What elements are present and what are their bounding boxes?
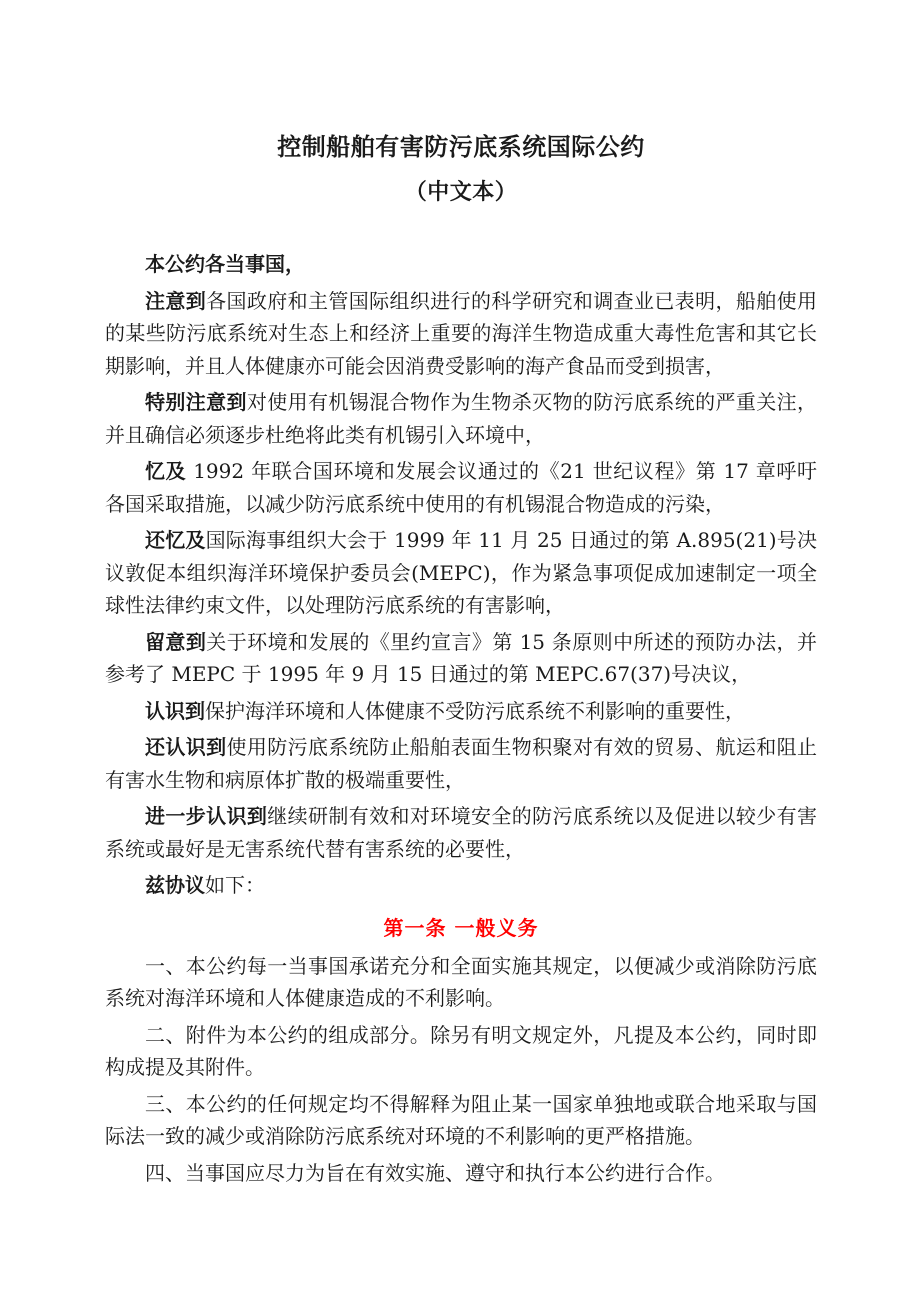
article-clause-number: 一、	[145, 953, 186, 978]
preamble-paragraph-body: 对使用有机锡混合物作为生物杀灭物的防污底系统的严重关注，并且确信必须逐步杜绝将此类有机锡引入环境中，	[105, 390, 817, 447]
document-content	[105, 0, 817, 1193]
preamble-paragraph-lead: 进一步认识到	[145, 804, 268, 828]
preamble-paragraph-body: 继续研制有效和对环境安全的防污底系统以及促进以较少有害系统或最好是无害系统代替有害系统的必要性，	[105, 804, 817, 861]
article-clause-text: 本公约的任何规定均不得解释为阻止某一国家单独地或联合地采取与国际法一致的减少或消除防污底系统对环境的不利影响的更严格措施。	[105, 1091, 817, 1148]
preamble-paragraph-body: 国际海事组织大会于 1999 年 11 月 25 日通过的第 A.895(21)号决议敦促本组织海洋环境保护委员会(MEPC)，作为紧急事项促成加速制定一项全球性法律约束文件，以处理防污底系统的有害影响，	[105, 528, 818, 617]
preamble-paragraph	[105, 800, 817, 869]
article-clause-text: 当事国应尽力为旨在有效实施、遵守和执行本公约进行合作。	[185, 1160, 725, 1185]
article-clause-number: 二、	[145, 1022, 186, 1047]
preamble-section	[105, 248, 817, 906]
preamble-opening	[105, 248, 817, 285]
article-clause	[105, 950, 817, 1019]
article-clause-number: 四、	[145, 1160, 185, 1185]
article-clause-text: 本公约每一当事国承诺充分和全面实施其规定，以便减少或消除防污底系统对海洋环境和人体健康造成的不利影响。	[105, 953, 817, 1010]
article-clause-number: 三、	[145, 1091, 186, 1116]
page-subtitle: （中文本）	[404, 180, 518, 205]
preamble-paragraph	[105, 626, 817, 695]
article-clause	[105, 1157, 817, 1194]
preamble-paragraph-lead: 还认识到	[145, 735, 227, 759]
preamble-paragraph-lead: 注意到	[145, 288, 207, 313]
preamble-paragraph-lead: 认识到	[145, 698, 205, 723]
preamble-paragraph	[105, 731, 817, 800]
preamble-paragraph-lead: 忆及	[145, 459, 187, 483]
preamble-paragraph-body: 1992 年联合国环境和发展会议通过的《21 世纪议程》第 17 章呼吁各国采取措施，以减少防污底系统中使用的有机锡混合物造成的污染，	[105, 459, 817, 516]
page-title: 控制船舶有害防污底系统国际公约	[277, 133, 645, 161]
preamble-paragraph	[105, 455, 817, 524]
preamble-paragraph-lead: 还忆及	[145, 528, 206, 552]
article-clause	[105, 1019, 817, 1088]
preamble-paragraph	[105, 695, 817, 732]
preamble-paragraph-lead: 留意到	[145, 629, 207, 654]
preamble-paragraph	[105, 524, 817, 626]
preamble-paragraph	[105, 285, 817, 387]
article-clause	[105, 1088, 817, 1157]
preamble-agreement-body: 如下：	[205, 873, 265, 897]
preamble-opening-lead: 本公约各当事国，	[145, 252, 305, 276]
preamble-paragraph-body: 关于环境和发展的《里约宣言》第 15 条原则中所述的预防办法，并参考了 MEPC 于 1995 年 9 月 15 日通过的第 MEPC.67(37)号决议，	[105, 629, 817, 686]
preamble-paragraph-body: 保护海洋环境和人体健康不受防污底系统不利影响的重要性，	[205, 698, 745, 723]
preamble-paragraph	[105, 386, 817, 455]
article-clause-text: 附件为本公约的组成部分。除另有明文规定外，凡提及本公约，同时即构成提及其附件。	[105, 1022, 817, 1079]
preamble-agreement-line	[105, 869, 817, 906]
preamble-paragraph-lead: 特别注意到	[145, 390, 247, 414]
preamble-agreement-lead: 兹协议	[145, 873, 205, 897]
preamble-paragraph-body: 使用防污底系统防止船舶表面生物积聚对有效的贸易、航运和阻止有害水生物和病原体扩散的极端重要性，	[105, 735, 817, 792]
article-one-section	[105, 950, 817, 1194]
preamble-paragraph-body: 各国政府和主管国际组织进行的科学研究和调查业已表明，船舶使用的某些防污底系统对生态上和经济上重要的海洋生物造成重大毒性危害和其它长期影响，并且人体健康亦可能会因消费受影响的海产食品而受到损害，	[105, 288, 817, 378]
article-one-heading: 第一条 一般义务	[383, 915, 539, 940]
